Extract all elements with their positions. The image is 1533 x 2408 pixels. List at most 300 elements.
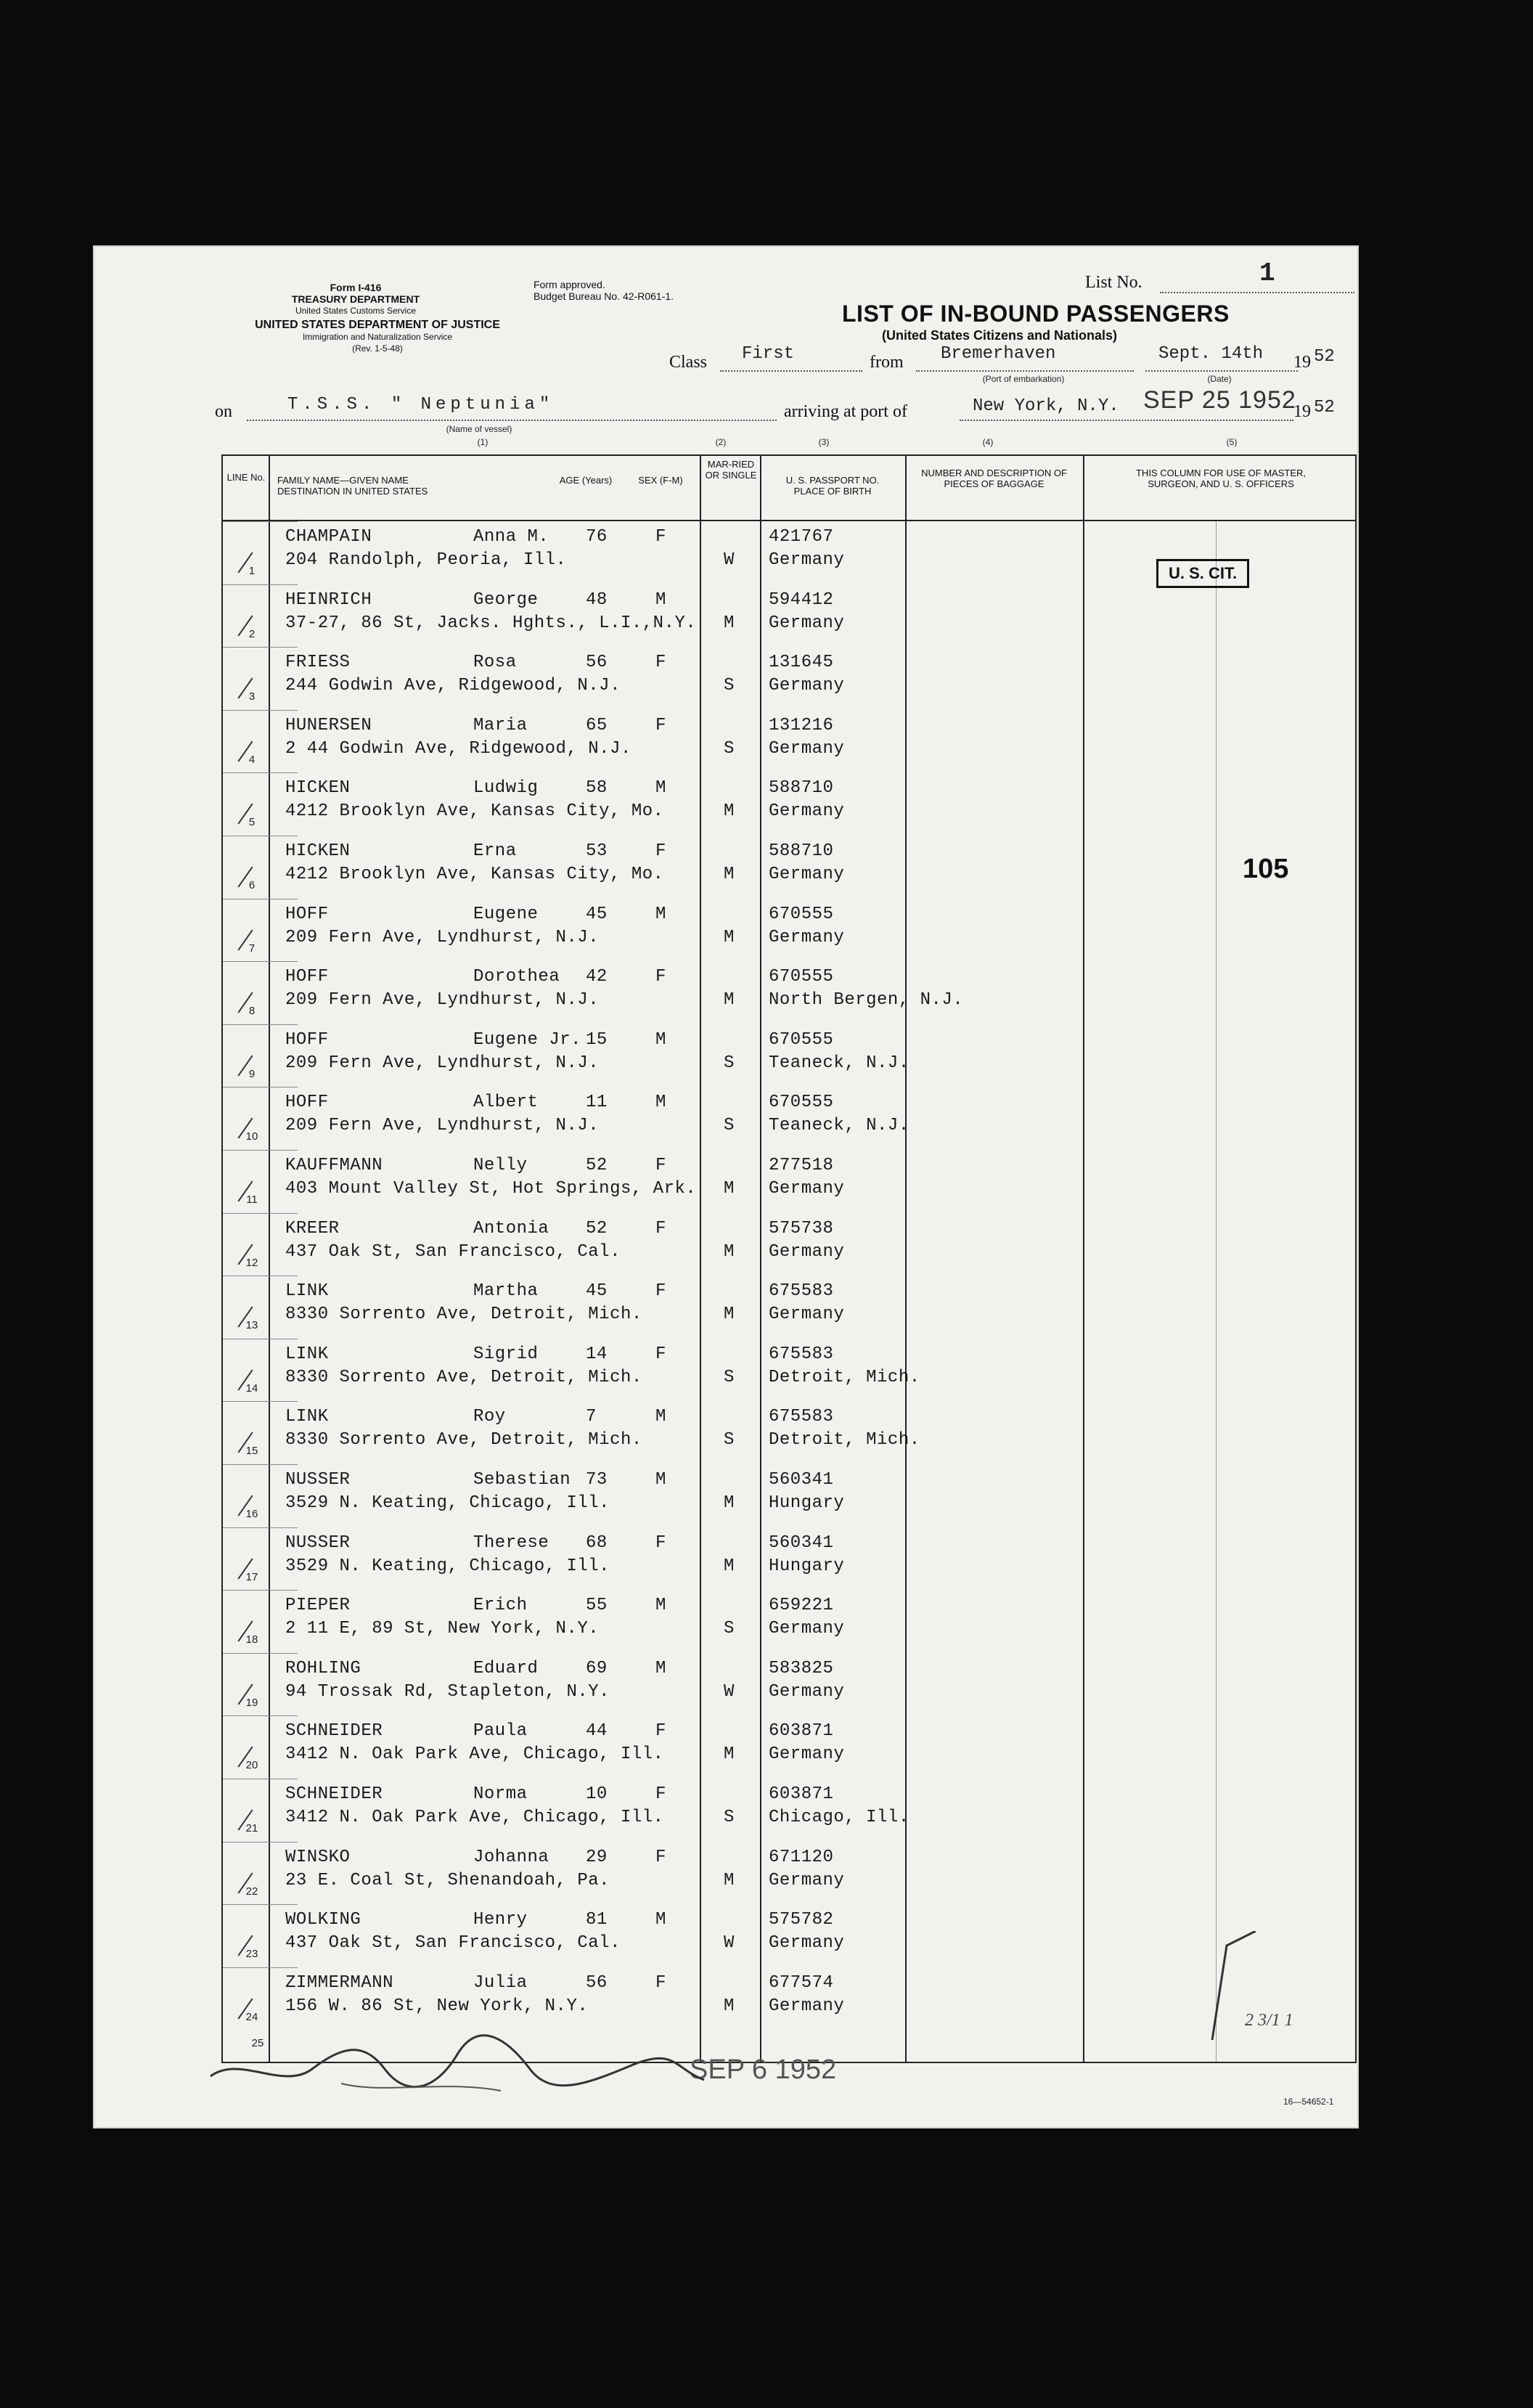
list-no-label: List No. [1085,273,1142,292]
table-row [223,647,1355,710]
family-name: SCHNEIDER [285,1784,383,1804]
birthplace: Germany [769,1179,845,1199]
passport-number: 675583 [769,1407,834,1427]
sex: F [655,1156,666,1175]
passport-number: 575782 [769,1910,834,1930]
col-marker-2: (2) [715,437,727,447]
given-name: Therese [473,1532,549,1553]
arrival-port: New York, N.Y. [973,396,1119,416]
destination: 437 Oak St, San Francisco, Cal. [285,1933,621,1954]
birthplace: Teaneck, N.J. [769,1116,909,1136]
row-separator [223,1401,298,1402]
row-separator [223,1653,298,1654]
col-name [277,475,517,497]
marital-status: W [724,1681,735,1702]
family-name: SCHNEIDER [285,1721,383,1742]
given-name: Eduard [473,1658,539,1678]
given-name: Erich [473,1596,528,1616]
justice-label: UNITED STATES DEPARTMENT OF JUSTICE [255,319,500,331]
sex: F [655,1721,666,1742]
sex: M [655,904,666,924]
passport-number: 588710 [769,778,834,799]
line-number: 13 [245,1319,258,1332]
sex: M [655,778,666,799]
list-number: 1 [1259,258,1275,288]
family-name: HICKEN [285,778,351,799]
arrival-date-stamp: SEP 25 1952 [1143,386,1296,414]
family-name: KAUFFMANN [285,1156,383,1175]
line-number: 25 [251,2037,264,2049]
age: 56 [586,1972,608,1993]
passport-number: 603871 [769,1784,834,1804]
budget-bureau: Budget Bureau No. 42-R061-1. [534,290,674,302]
line-number: 1 [248,565,256,577]
destination: 37-27, 86 St, Jacks. Hghts., L.I.,N.Y. [285,613,697,633]
birthplace: Hungary [769,1556,845,1576]
line-number: 18 [245,1633,258,1646]
line-number: 2 [248,627,256,640]
table-row [223,1842,1355,1905]
age: 52 [586,1156,608,1175]
sex: M [655,1596,666,1616]
family-name: NUSSER [285,1470,351,1490]
embarkation-port: Bremerhaven [941,344,1056,364]
sex: F [655,841,666,861]
sex: M [655,1093,666,1113]
row-separator [223,1150,298,1151]
row-separator [223,1024,298,1025]
passport-number: 670555 [769,1029,834,1050]
line-number: 22 [245,1885,258,1898]
marital-status: S [724,1367,735,1387]
birthplace: Germany [769,613,845,633]
marital-status: S [724,1116,735,1136]
class-value: First [742,344,795,364]
family-name: KREER [285,1218,340,1238]
line-number: 7 [248,942,256,955]
destination: 8330 Sorrento Ave, Detroit, Mich. [285,1305,642,1325]
table-row [223,584,1355,648]
sex: F [655,1218,666,1238]
destination: 209 Fern Ave, Lyndhurst, N.J. [285,1053,600,1073]
birthplace: Teaneck, N.J. [769,1053,909,1073]
birthplace: Germany [769,801,845,822]
family-name: HOFF [285,1093,329,1113]
passport-number: 583825 [769,1658,834,1678]
row-separator [223,1527,298,1528]
given-name: Antonia [473,1218,549,1238]
birthplace: Germany [769,865,845,884]
destination: 209 Fern Ave, Lyndhurst, N.J. [285,927,600,947]
table-row [223,1150,1355,1213]
embarkation-date: Sept. 14th [1158,344,1264,364]
age: 55 [586,1596,608,1616]
from-label: from [870,353,904,372]
age: 45 [586,1281,608,1302]
sex: M [655,1407,666,1427]
given-name: Sigrid [473,1344,539,1364]
marital-status: M [724,1305,735,1325]
row-separator [223,1715,298,1716]
sex: F [655,1344,666,1364]
table-row [223,772,1355,836]
sex: F [655,715,666,735]
line-number: 3 [248,690,256,703]
vessel-name: T.S.S. " Neptunia" [287,395,555,415]
given-name: Maria [473,715,528,735]
col-line-no: LINE No. [226,472,266,483]
destination: 403 Mount Valley St, Hot Springs, Ark. [285,1179,697,1199]
passport-number: 277518 [769,1156,834,1175]
form-code: 16—54652-1 [1283,2097,1334,2107]
col-name-label: FAMILY NAME—GIVEN NAME [277,475,409,486]
line-number: 20 [245,1759,258,1772]
passport-number: 675583 [769,1344,834,1364]
birthplace: Chicago, Ill. [769,1808,909,1827]
family-name: CHAMPAIN [285,527,372,547]
marital-status: S [724,676,735,696]
year-prefix: 19 [1293,353,1311,372]
table-row [223,1087,1355,1150]
table-row [223,1464,1355,1527]
passport-number: 131645 [769,653,834,673]
given-name: Ludwig [473,778,539,799]
marital-status: M [724,613,735,633]
age: 44 [586,1721,608,1742]
form-number: Form I-416 [330,282,382,293]
given-name: Dorothea [473,967,560,987]
age: 81 [586,1910,608,1930]
col-marker-5: (5) [1226,437,1238,447]
destination: 8330 Sorrento Ave, Detroit, Mich. [285,1430,642,1450]
sex: F [655,1847,666,1867]
age: 53 [586,841,608,861]
year-suffix-2: 52 [1314,398,1335,417]
table-row [223,1967,1355,2031]
year-prefix-2: 19 [1293,402,1311,421]
destination: 3412 N. Oak Park Ave, Chicago, Ill. [285,1808,664,1827]
marital-status: M [724,1493,735,1513]
sex: F [655,1532,666,1553]
given-name: Eugene [473,904,539,924]
given-name: Rosa [473,653,517,673]
form-approved: Form approved. [534,279,605,290]
table-row [223,961,1355,1024]
line-number: 21 [245,1822,258,1834]
marital-status: M [724,1241,735,1262]
passport-number: 560341 [769,1470,834,1490]
marital-status: M [724,1870,735,1890]
passport-number: 671120 [769,1847,834,1867]
line-number: 17 [245,1570,258,1583]
sex: F [655,527,666,547]
year-suffix: 52 [1314,347,1335,367]
sex: F [655,653,666,673]
treasury-label: TREASURY DEPARTMENT [291,293,420,305]
family-name: HOFF [285,1029,329,1050]
given-name: Eugene Jr. [473,1029,582,1050]
line-number: 8 [248,1005,256,1018]
family-name: LINK [285,1281,329,1302]
row-separator [223,772,298,773]
birthplace: Germany [769,1996,845,2016]
table-row [223,1401,1355,1464]
family-name: PIEPER [285,1596,351,1616]
line-number: 12 [245,1256,258,1269]
destination: 156 W. 86 St, New York, N.Y. [285,1996,589,2016]
marital-status: S [724,1053,735,1073]
row-separator [223,961,298,962]
row-separator [223,1464,298,1465]
table-row [223,1339,1355,1402]
marital-status: S [724,738,735,759]
form-header-block [261,282,450,317]
line-number: 14 [245,1381,258,1395]
col-sex: SEX (F-M) [638,475,683,486]
col-marker-3: (3) [818,437,830,447]
marital-status: M [724,865,735,884]
age: 45 [586,904,608,924]
given-name: Paula [473,1721,528,1742]
birthplace: Germany [769,1870,845,1890]
line-number: 15 [245,1445,258,1458]
margin-note: 2 3/1 1 [1245,2011,1293,2030]
sex: F [655,1972,666,1993]
destination: 209 Fern Ave, Lyndhurst, N.J. [285,990,600,1011]
row-separator [223,647,298,648]
col-married: MAR-RIED OR SINGLE [705,459,757,481]
row-separator [223,1967,298,1968]
sex: M [655,1470,666,1490]
family-name: HUNERSEN [285,715,372,735]
destination: 4212 Brooklyn Ave, Kansas City, Mo. [285,801,664,822]
age: 10 [586,1784,608,1804]
age: 48 [586,589,608,610]
birthplace: Germany [769,1305,845,1325]
col-age: AGE (Years) [559,475,613,486]
passport-number: 575738 [769,1218,834,1238]
destination: 204 Randolph, Peoria, Ill. [285,550,567,570]
birthplace: Detroit, Mich. [769,1367,920,1387]
family-name: HOFF [285,904,329,924]
col-marker-1: (1) [477,437,488,447]
birthplace: Germany [769,1933,845,1954]
age: 58 [586,778,608,799]
vessel-caption: (Name of vessel) [446,424,512,434]
line-number: 4 [248,753,256,766]
passport-number: 603871 [769,1721,834,1742]
passport-number: 670555 [769,1093,834,1113]
given-name: Sebastian [473,1470,571,1490]
row-separator [223,1904,298,1905]
row-separator [223,710,298,711]
col-marker-4: (4) [982,437,994,447]
marital-status: S [724,1808,735,1827]
page-title: LIST OF IN-BOUND PASSENGERS [842,301,1230,327]
marital-status: M [724,1996,735,2016]
marital-status: S [724,1430,735,1450]
marital-status: M [724,990,735,1011]
row-separator [223,521,298,522]
age: 7 [586,1407,597,1427]
destination: 23 E. Coal St, Shenandoah, Pa. [285,1870,610,1890]
signature-scribble [196,2025,719,2105]
line-number: 24 [245,2010,258,2023]
family-name: FRIESS [285,653,351,673]
on-label: on [215,402,232,421]
given-name: Erna [473,841,517,861]
passport-number: 421767 [769,527,834,547]
destination: 3529 N. Keating, Chicago, Ill. [285,1493,610,1513]
row-separator [223,584,298,585]
marital-status: M [724,1179,735,1199]
us-citizen-stamp: U. S. CIT. [1156,559,1249,588]
family-name: ZIMMERMANN [285,1972,394,1993]
given-name: Anna M. [473,527,549,547]
col-birthplace-label: PLACE OF BIRTH [793,486,872,497]
family-name: HEINRICH [285,589,372,610]
birthplace: Germany [769,550,845,570]
line-number: 16 [245,1508,258,1520]
table-row [223,1213,1355,1276]
col-officers: THIS COLUMN FOR USE OF MASTER, SURGEON, AND U. S. OFFICERS [1135,468,1306,489]
age: 68 [586,1532,608,1553]
sex: F [655,1784,666,1804]
given-name: Roy [473,1407,506,1427]
date-caption: (Date) [1207,374,1232,384]
passport-number: 659221 [769,1596,834,1616]
given-name: Nelly [473,1156,528,1175]
passport-number: 670555 [769,967,834,987]
table-row [223,899,1355,962]
passport-number: 594412 [769,589,834,610]
given-name: Johanna [473,1847,549,1867]
birthplace: Germany [769,676,845,696]
customs-label: United States Customs Service [295,306,417,316]
immigration-label: Immigration and Naturalization Service [302,332,453,342]
sex: M [655,1658,666,1678]
port-caption: (Port of embarkation) [982,374,1065,384]
given-name: Martha [473,1281,539,1302]
col-baggage: NUMBER AND DESCRIPTION OF PIECES OF BAGGAGE [921,468,1067,489]
row-separator [223,1590,298,1591]
destination: 3529 N. Keating, Chicago, Ill. [285,1556,610,1576]
line-number: 11 [246,1193,258,1206]
marital-status: S [724,1619,735,1639]
marital-status: M [724,927,735,947]
row-separator [223,1213,298,1214]
family-name: ROHLING [285,1658,361,1678]
destination: 4212 Brooklyn Ave, Kansas City, Mo. [285,865,664,884]
col-passport-label: U. S. PASSPORT NO. [785,475,880,486]
birthplace: Germany [769,1619,845,1639]
family-name: LINK [285,1344,329,1364]
passenger-table [221,454,1357,2063]
age: 11 [586,1093,608,1113]
table-row [223,1527,1355,1591]
destination: 8330 Sorrento Ave, Detroit, Mich. [285,1367,642,1387]
destination: 94 Trossak Rd, Stapleton, N.Y. [285,1681,610,1702]
age: 69 [586,1658,608,1678]
date-stamp: SEP 6 1952 [690,2054,837,2085]
line-number: 9 [248,1067,256,1080]
marital-status: M [724,1744,735,1765]
table-row [223,710,1355,773]
sex: F [655,1281,666,1302]
table-row [223,1590,1355,1653]
destination: 209 Fern Ave, Lyndhurst, N.J. [285,1116,600,1136]
given-name: Henry [473,1910,528,1930]
age: 15 [586,1029,608,1050]
age: 56 [586,653,608,673]
family-name: NUSSER [285,1532,351,1553]
given-name: Albert [473,1093,539,1113]
marital-status: W [724,550,735,570]
passport-number: 560341 [769,1532,834,1553]
revision-label: (Rev. 1-5-48) [352,343,403,354]
sex: F [655,967,666,987]
destination: 437 Oak St, San Francisco, Cal. [285,1241,621,1262]
sex: M [655,1910,666,1930]
line-number: 5 [248,816,256,829]
family-name: WOLKING [285,1910,361,1930]
table-row [223,1276,1355,1339]
given-name: Norma [473,1784,528,1804]
col-passport [764,475,902,497]
marital-status: M [724,1556,735,1576]
birthplace: Germany [769,1744,845,1765]
justice-block [210,319,544,354]
age: 73 [586,1470,608,1490]
approval-block [534,279,744,302]
table-row [223,1779,1355,1842]
destination: 2 11 E, 89 St, New York, N.Y. [285,1619,600,1639]
given-name: George [473,589,539,610]
col-destination-label: DESTINATION IN UNITED STATES [277,486,428,497]
birthplace: Germany [769,1681,845,1702]
line-number: 6 [248,879,256,891]
birthplace: Hungary [769,1493,845,1513]
destination: 2 44 Godwin Ave, Ridgewood, N.J. [285,738,631,759]
birthplace: North Bergen, N.J. [769,990,964,1011]
passenger-count: 105 [1243,854,1289,884]
age: 42 [586,967,608,987]
destination: 244 Godwin Ave, Ridgewood, N.J. [285,676,621,696]
family-name: LINK [285,1407,329,1427]
passport-number: 670555 [769,904,834,924]
line-number: 23 [245,1948,258,1961]
passport-number: 677574 [769,1972,834,1993]
family-name: HOFF [285,967,329,987]
passport-number: 675583 [769,1281,834,1302]
line-number: 19 [245,1696,258,1709]
age: 76 [586,527,608,547]
line-number: 10 [245,1130,258,1143]
marital-status: W [724,1933,735,1954]
marital-status: M [724,801,735,822]
family-name: HICKEN [285,841,351,861]
age: 52 [586,1218,608,1238]
age: 14 [586,1344,608,1364]
passport-number: 131216 [769,715,834,735]
table-row [223,1653,1355,1716]
page-subtitle: (United States Citizens and Nationals) [882,328,1118,343]
age: 29 [586,1847,608,1867]
sex: M [655,589,666,610]
sex: M [655,1029,666,1050]
destination: 3412 N. Oak Park Ave, Chicago, Ill. [285,1744,664,1765]
class-label: Class [669,353,708,372]
